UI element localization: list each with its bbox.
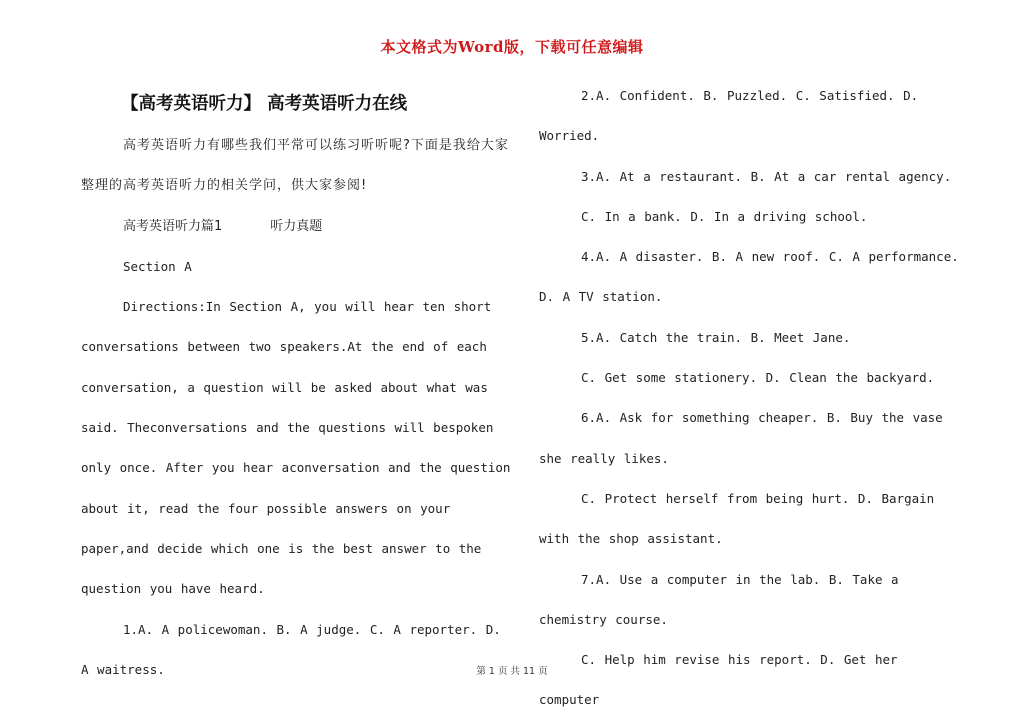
left-column — [81, 82, 511, 690]
document-title: 【高考英语听力】 高考英语听力在线 — [121, 94, 408, 114]
section-heading-text: 高考英语听力篇1 — [123, 218, 223, 234]
question-1: 1.A. A policewoman. B. A judge. C. A reporter. D. A waitress. — [81, 621, 501, 677]
question-6a: 6.A. Ask for something cheaper. B. Buy the vase she really likes. — [539, 410, 943, 466]
section-a-label: Section A — [123, 258, 192, 274]
question-7b: C. Help him revise his report. D. Get her computer — [539, 652, 898, 708]
question-5b: C. Get some stationery. D. Clean the backyard. — [581, 370, 935, 386]
question-6b: C. Protect herself from being hurt. D. Bargain with the shop assistant. — [539, 490, 935, 547]
question-7a: 7.A. Use a computer in the lab. B. Take a chemistry course. — [539, 571, 899, 627]
word-edit-banner: 本文格式为Word版，下载可任意编辑 — [380, 38, 644, 56]
question-3b: C. In a bank. D. In a driving school. — [581, 208, 868, 224]
question-3a: 3.A. At a restaurant. B. At a car rental agency. — [581, 168, 952, 184]
section-heading — [81, 207, 511, 247]
intro-paragraph: 高考英语听力有哪些我们平常可以练习听听呢?下面是我给大家整理的高考英语听力的相关学问，供大家参阅! — [81, 138, 509, 194]
question-2: 2.A. Confident. B. Puzzled. C. Satisfied. D. Worried. — [539, 88, 919, 144]
right-column — [539, 82, 959, 721]
directions-paragraph: Directions:In Section A, you will hear ten short conversations between two speakers.At the end of each conversation, a question will be asked about what was said. Theconversations and the questions will bespoken only once. After you hear aconversation and the question about it, read the four possible answers on your paper,and decide which one is the best answer to the question you have heard. — [81, 299, 511, 597]
page-footer: 第 1 页 共 11 页 — [476, 666, 548, 677]
question-4: 4.A. A disaster. B. A new roof. C. A performance. D. A TV station. — [539, 249, 959, 305]
question-5a: 5.A. Catch the train. B. Meet Jane. — [581, 329, 851, 345]
section-heading-text-2: 听力真题 — [270, 218, 323, 234]
